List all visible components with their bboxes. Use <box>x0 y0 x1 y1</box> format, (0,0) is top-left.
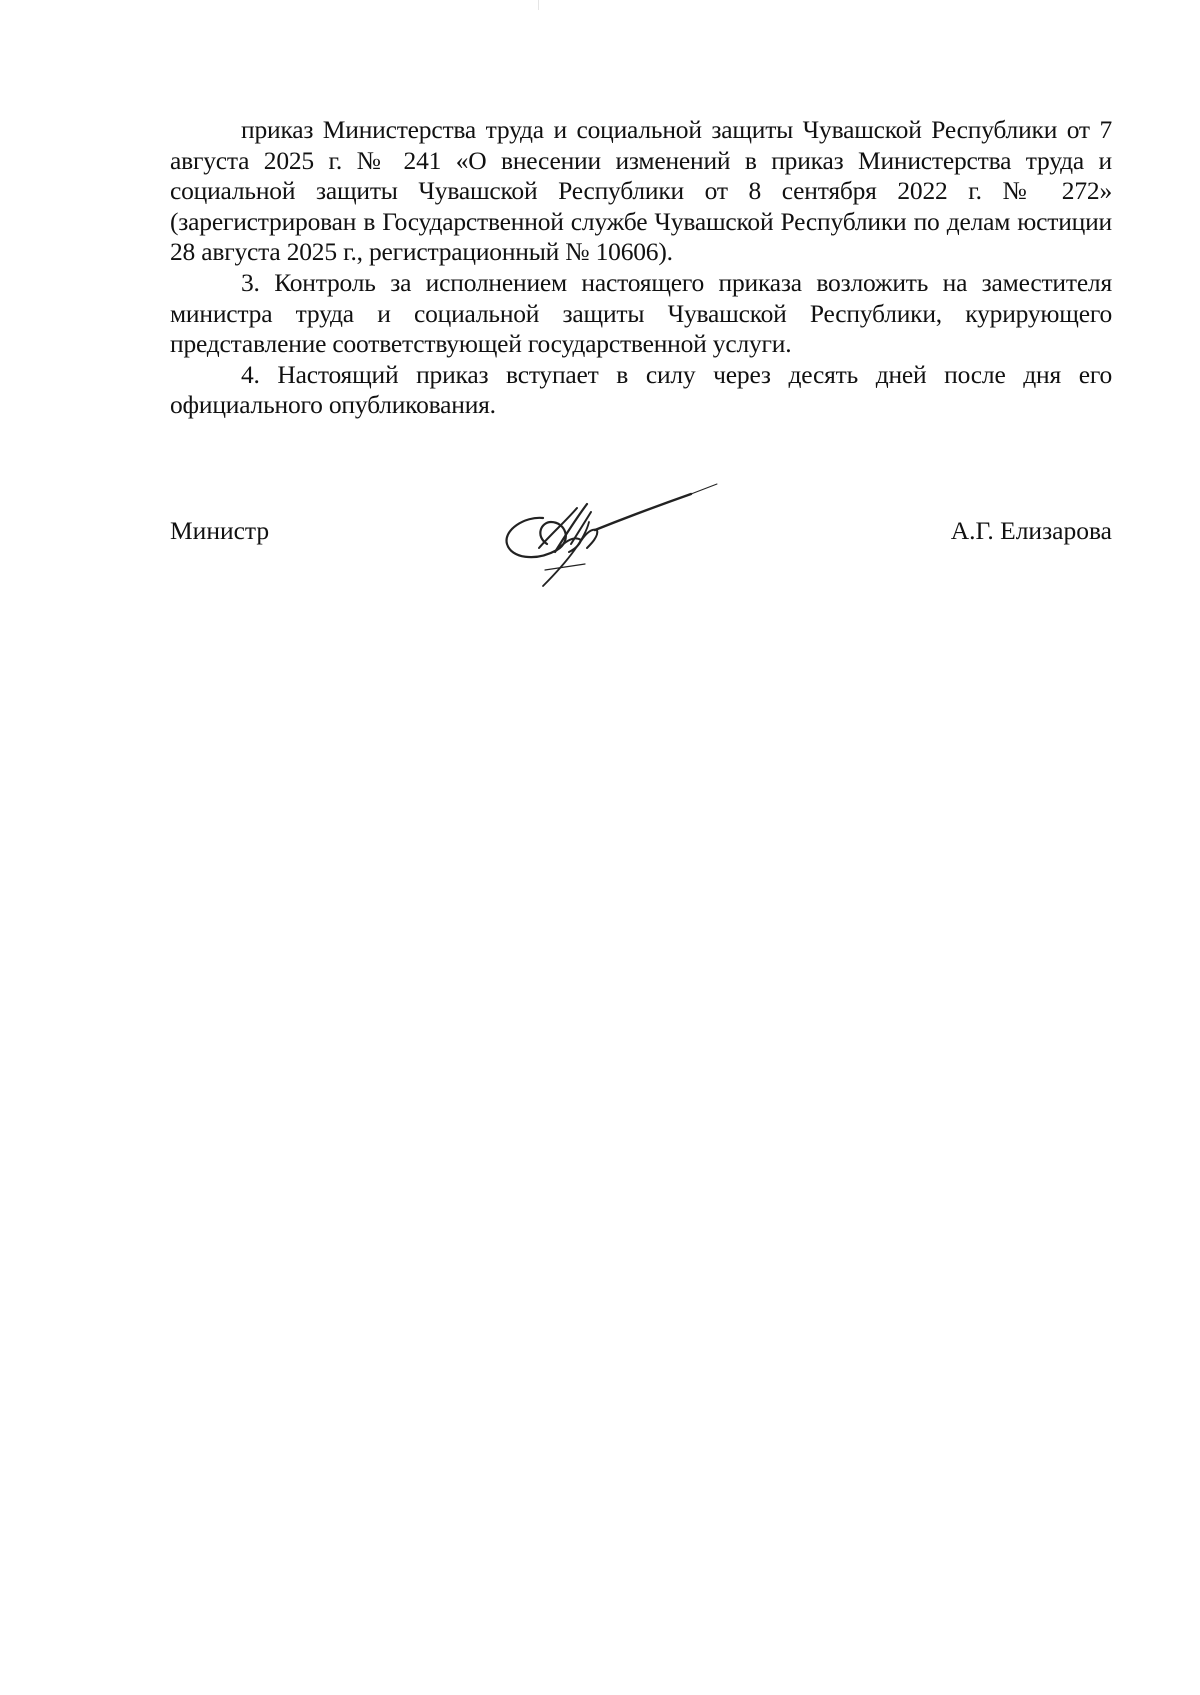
page-edge-mark <box>538 0 539 10</box>
handwritten-signature <box>495 478 720 593</box>
document-body <box>170 115 1112 421</box>
signer-name: А.Г. Елизарова <box>950 516 1112 545</box>
paragraph-previous-order: приказ Министерства труда и социальной защиты Чувашской Республики от 7 августа 2025 г. № 241 «О внесении изменений в приказ Министерства труда и социальной защиты Чувашской Республики от 8 сентября 2022 г. № 272» (зарегистрирован в Государственной службе Чувашской Республики по делам юстиции 28 августа 2025 г., регистрационный № 10606). <box>170 115 1112 267</box>
paragraph-control: 3. Контроль за исполнением настоящего приказа возложить на заместителя министра труда и социальной защиты Чувашской Республики, курирующего представление соответствующей государственной услуги. <box>170 267 1112 359</box>
paragraph-entry-into-force: 4. Настоящий приказ вступает в силу через десять дней после дня его официального опубликования. <box>170 359 1112 420</box>
signer-position: Министр <box>170 516 270 545</box>
